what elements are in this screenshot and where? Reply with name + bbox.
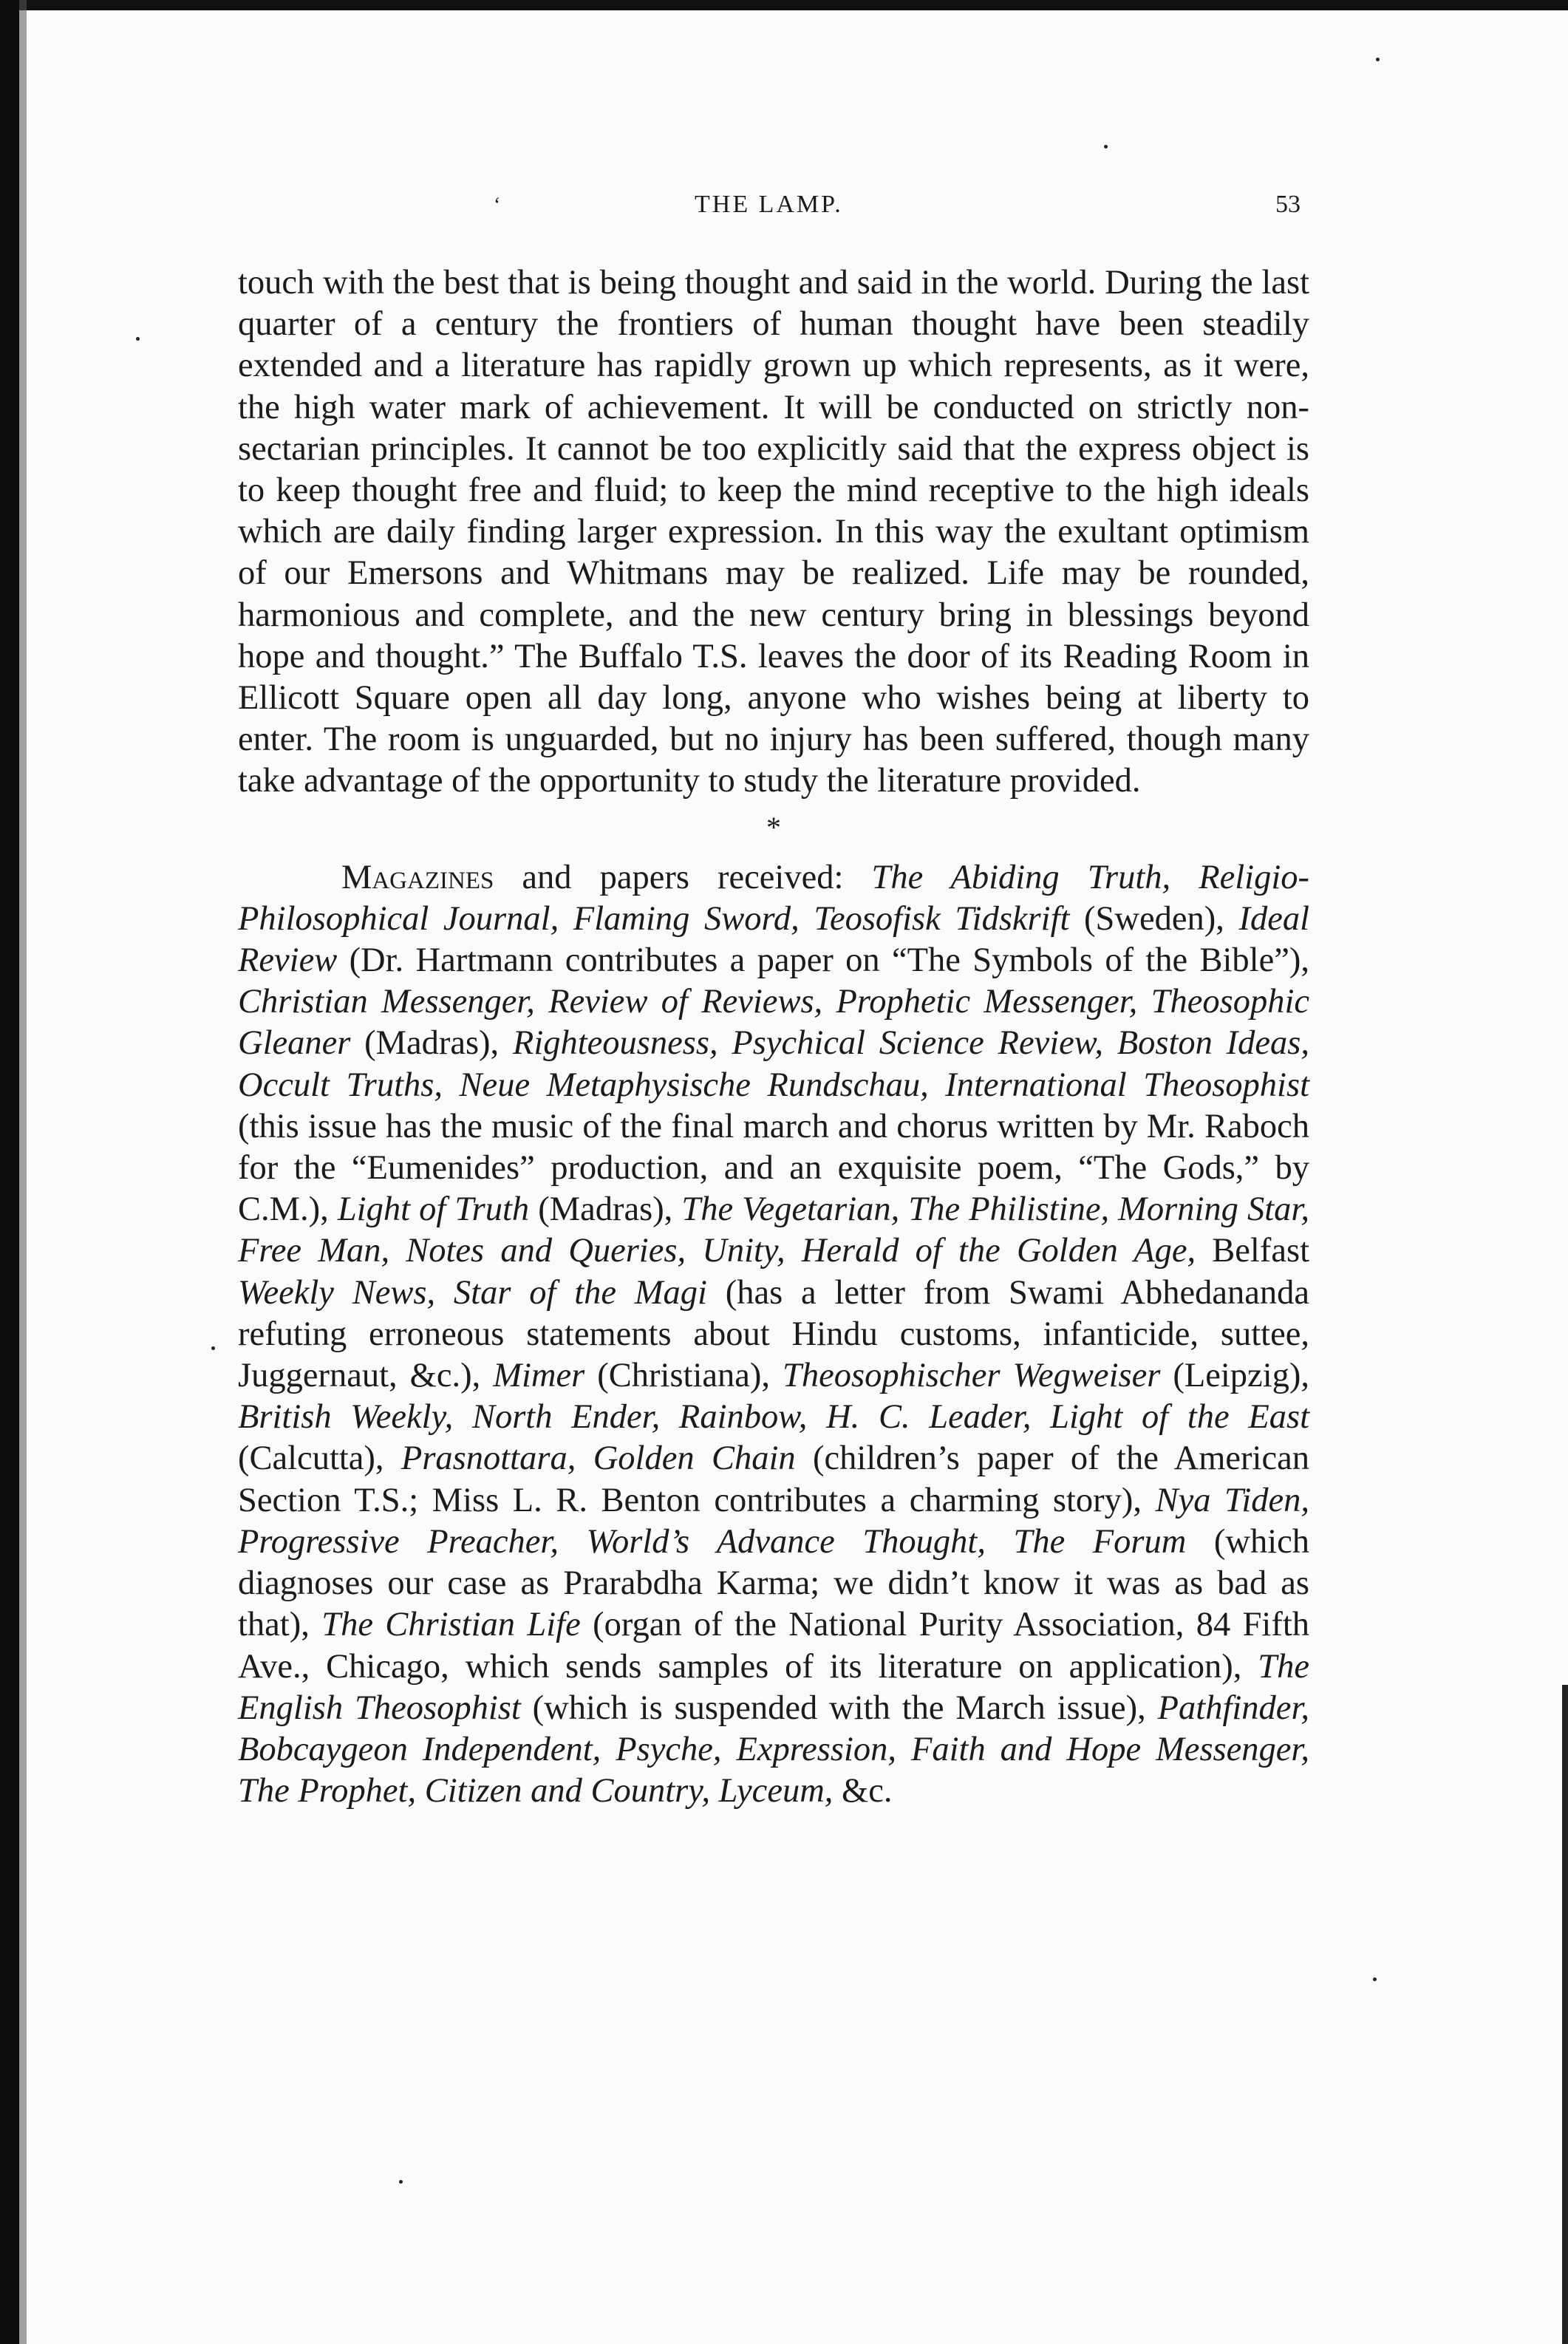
paragraph-continued: touch with the best that is being thought and said in the world. During the last quarter of a century the frontiers of human thought have been steadily extended and a literature has rapidly grown up which represents, as it were, the high water mark of achievement. It will be conducted on strictly non-sectarian principles. It cannot be too explicitly said that the express object is to keep thought free and fluid; to keep the mind receptive to the high ideals which are daily finding larger expression. In this way the exultant optimism of our Emersons and Whitmans may be realized. Life may be rounded, harmonious and complete, and the new century bring in blessings beyond hope and thought.” The Buffalo T.S. leaves the door of its Reading Room in Ellicott Square open all day long, anyone who wishes being at liberty to enter. The room is unguarded, but no injury has been suffered, though many take advantage of the opportunity to study the literature provided. (238, 264, 1309, 800)
periodical-titles: Pathfinder, Bobcaygeon Independent, Psyche, Expression, Faith and Hope Messenger, The Prophet, Citizen and Country, Lyceum, (238, 1689, 1310, 1810)
scan-speck (1104, 145, 1108, 149)
periodical-titles: The Vegetarian, The Philistine, Morning Star, Free Man, Notes and Queries, Unity, Herald of the Golden Age, (238, 1190, 1309, 1270)
scan-speck (1376, 58, 1380, 61)
paragraph-text-run: (Sweden), (1069, 899, 1239, 938)
paragraph-text-run: (Leipzig), (1160, 1357, 1309, 1395)
periodical-titles: Ideal Review (238, 899, 1309, 980)
periodical-titles: The Christian Life (321, 1606, 581, 1644)
journal-title: THE LAMP. (695, 191, 843, 218)
paragraph-text-run: Belfast (1196, 1232, 1309, 1270)
lead-word-small-caps: Magazines (341, 858, 494, 896)
paragraph-text-run: (which diagnoses our case as Prarabdha Karma; we didn’t know it was as bad as that), (238, 1522, 1310, 1644)
paragraph-text-run: (Madras), (350, 1024, 513, 1063)
scan-speck (399, 2180, 403, 2184)
paragraph-text-run: (this issue has the music of the final march and chorus written by Mr. Raboch for the “Eumenides” production, and an exquisite poem, “The Gods,” by C.M.), (238, 1107, 1309, 1229)
running-head-mark: ‘ (494, 194, 501, 217)
article-body (238, 262, 1309, 1812)
page-number: 53 (1275, 191, 1301, 218)
periodical-titles: The English Theosophist (238, 1647, 1309, 1727)
periodical-titles: Nya Tiden, Progressive Preacher, World’s Advance Thought, The Forum (238, 1481, 1309, 1561)
paragraph-text-run: (Dr. Hartmann contributes a paper on “The Symbols of the Bible”), (337, 941, 1309, 980)
periodical-titles: British Weekly, North Ender, Rainbow, H. C. Leader, Light of the East (238, 1398, 1309, 1437)
paragraph-text-run: (Christiana), (584, 1357, 783, 1395)
binding-shadow (19, 0, 27, 2344)
periodical-titles: Theosophischer Wegweiser (783, 1357, 1161, 1395)
scan-speck (1373, 1977, 1377, 1981)
binding-edge (0, 0, 19, 2344)
running-head (0, 191, 1568, 235)
periodical-titles: Christian Messenger, Review of Reviews, Prophetic Messenger, Theosophic Gleaner (238, 983, 1309, 1063)
scan-edge-top (0, 0, 1568, 10)
paragraph-text-run: (has a letter from Swami Abhedananda refuting erroneous statements about Hindu customs, infanticide, suttee, Juggernaut, &c.), (238, 1273, 1309, 1395)
periodical-titles: Righteousness, Psychical Science Review, Boston Ideas, Occult Truths, Neue Metaphysische Rundschau, International Theosophist (238, 1024, 1309, 1104)
paragraph-text-run: (children’s paper of the American Section T.S.; Miss L. R. Benton contributes a charming story), (238, 1440, 1309, 1519)
periodical-titles: Weekly News, Star of the Magi (238, 1273, 707, 1312)
paragraph-text-run: and papers received: (494, 858, 872, 896)
paragraph-magazines-received (238, 857, 1309, 1813)
paragraph-text-run: (Calcutta), (238, 1440, 401, 1478)
paragraph-text-run: (which is suspended with the March issue), (520, 1689, 1158, 1727)
periodical-titles: Light of Truth (337, 1190, 530, 1229)
scan-speck (211, 1346, 215, 1350)
scan-edge-right (1562, 1685, 1568, 2344)
paragraph-text-run: (Madras), (529, 1190, 682, 1229)
periodical-titles: The Abiding Truth, Religio-Philosophical Journal, Flaming Sword, Teosofisk Tidskrift (238, 858, 1309, 938)
paragraph-text-run: &c. (833, 1772, 893, 1810)
periodical-titles: Prasnottara, Golden Chain (400, 1440, 796, 1478)
scan-speck (136, 337, 140, 341)
paragraph-text-run: (organ of the National Purity Association, 84 Fifth Ave., Chicago, which sends samples of its literature on application), (238, 1606, 1310, 1686)
section-divider-asterisk: * (766, 810, 781, 844)
periodical-titles: Mimer (493, 1357, 585, 1395)
